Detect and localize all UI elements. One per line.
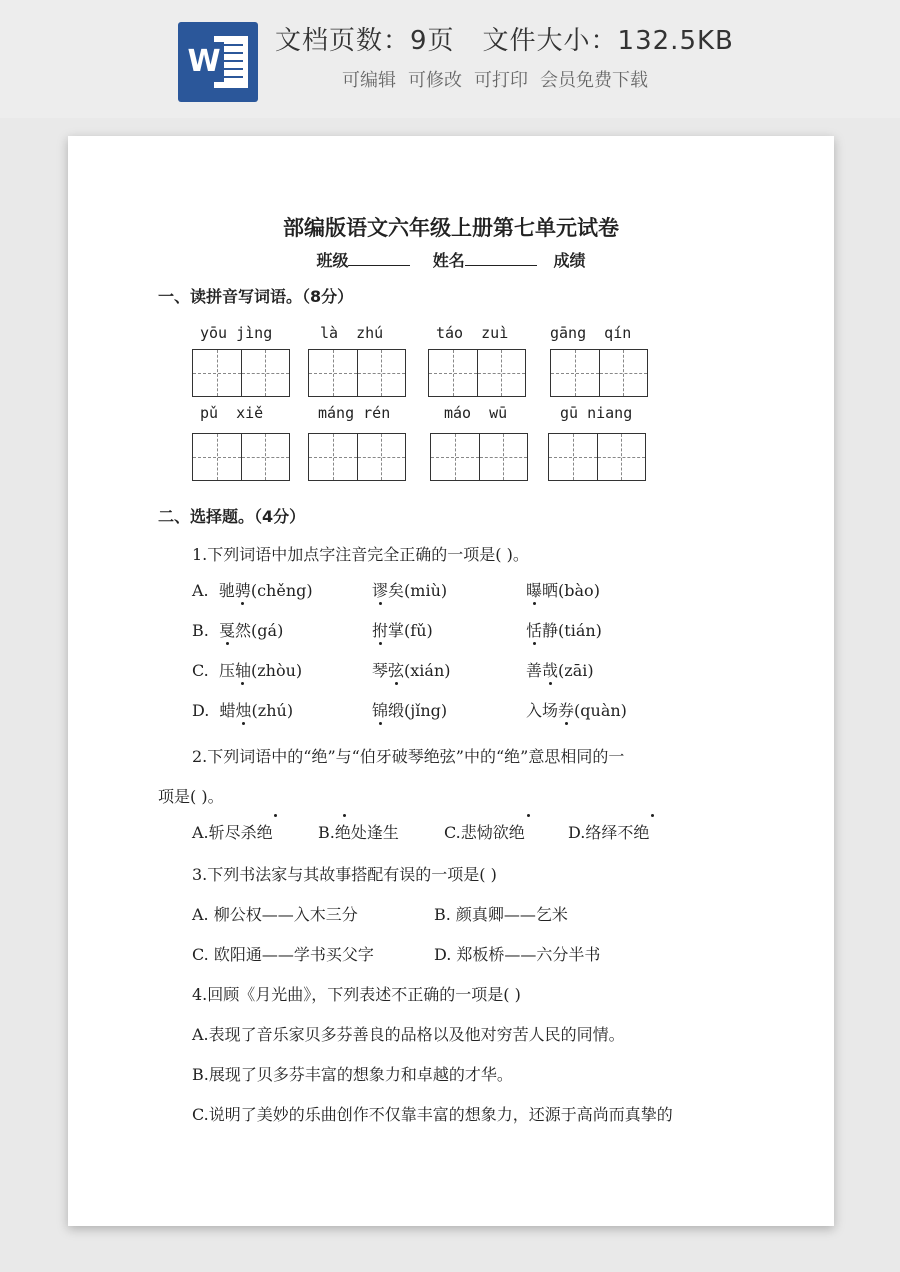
download-banner <box>0 0 900 118</box>
pinyin-7: máo wū <box>444 404 508 422</box>
q1-option-a-2: 谬矣(miù) <box>372 578 447 601</box>
q3-option-a: A. 柳公权——入木三分 <box>192 905 358 924</box>
pinyin-3: táo zuì <box>436 324 509 342</box>
word-letter: W <box>184 42 224 82</box>
q2-option-d: D.络绎不绝 <box>568 823 650 842</box>
emphasis-dot-b <box>342 816 346 820</box>
question-2-stem-cont: 项是( )。 <box>158 787 224 806</box>
page-count: 文档页数：9页 <box>275 26 455 56</box>
question-4-stem: 4.回顾《月光曲》，下列表述不正确的一项是( ) <box>192 985 521 1004</box>
q2-option-b: B.绝处逢生 <box>318 823 399 842</box>
writing-grid-2 <box>308 349 406 397</box>
student-info-line <box>68 248 834 271</box>
q4-option-c: C.说明了美妙的乐曲创作不仅靠丰富的想象力，还源于高尚而真挚的 <box>192 1105 673 1124</box>
feature-printable: 可打印 <box>474 70 528 91</box>
feature-list <box>342 66 648 92</box>
section-1-heading: 一、读拼音写词语。（8分） <box>158 287 354 306</box>
q1-option-d-2: 锦缎(jǐng) <box>372 698 447 721</box>
writing-grid-3 <box>428 349 526 397</box>
class-label: 班级 <box>316 251 349 270</box>
pinyin-6: máng rén <box>318 404 391 422</box>
name-label: 姓名 <box>432 251 465 270</box>
q1-option-a: A. 驰骋(chěng) <box>192 578 313 601</box>
score-label: 成绩 <box>553 251 586 270</box>
feature-editable: 可编辑 <box>342 70 396 91</box>
pinyin-5: pǔ xiě <box>200 404 264 422</box>
q1-option-c-3: 善哉(zāi) <box>526 658 594 681</box>
writing-grid-5 <box>192 433 290 481</box>
word-doc-icon <box>178 22 258 102</box>
q3-option-c: C. 欧阳通——学书买父字 <box>192 945 374 964</box>
question-1-stem: 1.下列词语中加点字注音完全正确的一项是( )。 <box>192 545 529 564</box>
class-blank <box>348 251 410 266</box>
question-2-stem: 2.下列词语中的“绝”与“伯牙破琴绝弦”中的“绝”意思相同的一 <box>192 747 625 766</box>
q3-option-d: D. 郑板桥——六分半书 <box>434 945 601 964</box>
writing-grid-6 <box>308 433 406 481</box>
section-2-heading: 二、选择题。（4分） <box>158 507 306 526</box>
question-3-stem: 3.下列书法家与其故事搭配有误的一项是( ) <box>192 865 497 884</box>
file-size: 文件大小：132.5KB <box>482 26 734 56</box>
q1-option-c-2: 琴弦(xián) <box>372 658 451 681</box>
pinyin-1: yōu jìng <box>200 324 273 342</box>
doc-meta <box>275 20 734 57</box>
pinyin-2: là zhú <box>320 324 384 342</box>
q1-option-d-3: 入场券(quàn) <box>526 698 627 721</box>
q1-option-b-2: 拊掌(fǔ) <box>372 618 433 641</box>
feature-modifiable: 可修改 <box>408 70 462 91</box>
q2-option-c: C.悲恸欲绝 <box>444 823 525 842</box>
document-page <box>68 136 834 1226</box>
pinyin-8: gū niang <box>560 404 633 422</box>
q4-option-a: A.表现了音乐家贝多芬善良的品格以及他对穷苦人民的同情。 <box>192 1025 625 1044</box>
feature-free-download: 会员免费下载 <box>540 70 648 91</box>
writing-grid-4 <box>550 349 648 397</box>
name-blank <box>465 251 537 266</box>
emphasis-dot-d <box>650 816 654 820</box>
q1-option-b-3: 恬静(tián) <box>526 618 602 641</box>
emphasis-dot-c <box>526 816 530 820</box>
writing-grid-1 <box>192 349 290 397</box>
q4-option-b: B.展现了贝多芬丰富的想象力和卓越的才华。 <box>192 1065 513 1084</box>
writing-grid-7 <box>430 433 528 481</box>
exam-title: 部编版语文六年级上册第七单元试卷 <box>283 216 619 240</box>
q1-option-c: C. 压轴(zhòu) <box>192 658 302 681</box>
writing-grid-8 <box>548 433 646 481</box>
q2-option-a: A.斩尽杀绝 <box>192 823 273 842</box>
q3-option-b: B. 颜真卿——乞米 <box>434 905 568 924</box>
pinyin-4: gāng qín <box>550 324 632 342</box>
emphasis-dot-a <box>273 816 277 820</box>
q1-option-b: B. 戛然(gá) <box>192 618 283 641</box>
q1-option-d: D. 蜡烛(zhú) <box>192 698 293 721</box>
q1-option-a-3: 曝晒(bào) <box>526 578 600 601</box>
